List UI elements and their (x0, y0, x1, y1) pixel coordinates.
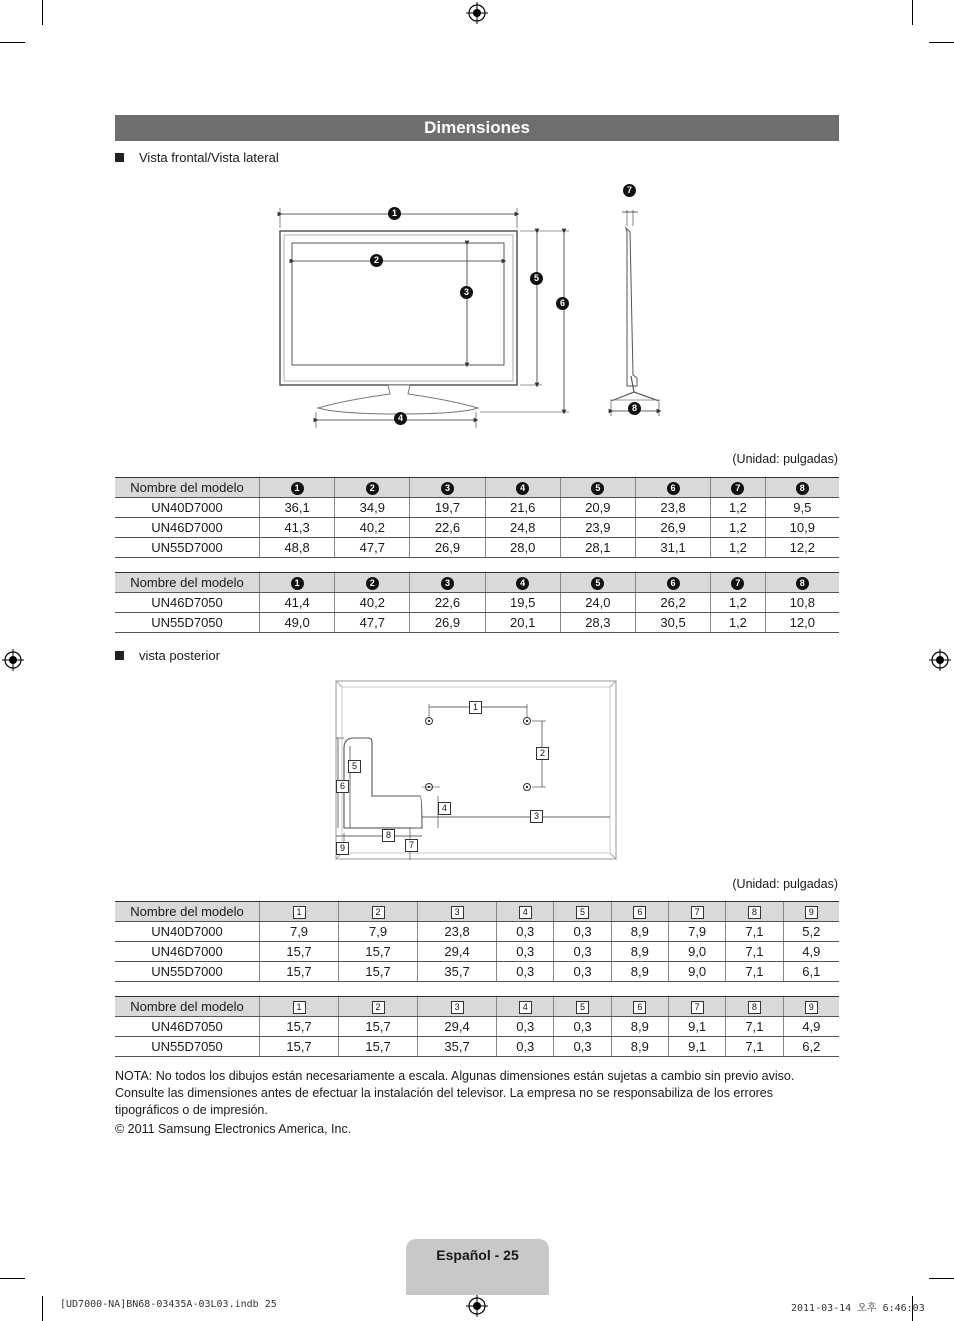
dimension-value-cell: 36,1 (260, 498, 335, 518)
dimension-value-cell: 47,7 (335, 613, 410, 633)
dimension-number-icon: 8 (748, 1001, 761, 1014)
dimension-value-cell: 5,2 (783, 922, 839, 942)
dimension-number-icon: 8 (748, 906, 761, 919)
dimension-value-cell: 7,1 (726, 942, 783, 962)
dimension-number-icon: 2 (366, 482, 379, 495)
dimension-value-cell: 22,6 (410, 518, 485, 538)
dimension-number-icon: 5 (576, 906, 589, 919)
dimension-value-cell: 24,8 (485, 518, 560, 538)
column-header-model: Nombre del modelo (115, 478, 260, 498)
dimension-number-icon: 7 (691, 906, 704, 919)
registration-mark-icon (466, 1295, 488, 1317)
dimension-value-cell: 1,2 (711, 518, 766, 538)
section-heading-front: Vista frontal/Vista lateral (115, 150, 279, 166)
column-header-dimension (485, 573, 560, 593)
rear-dimension-callout: 3 (530, 810, 543, 823)
print-slug-left: [UD7000-NA]BN68-03435A-03L03.indb 25 (60, 1299, 277, 1310)
dimension-callout: 8 (628, 402, 641, 415)
dimension-value-cell: 7,1 (726, 1037, 783, 1057)
column-header-dimension (497, 997, 554, 1017)
crop-mark (929, 42, 954, 43)
dimension-value-cell: 23,8 (635, 498, 710, 518)
column-header-dimension (497, 902, 554, 922)
dimension-value-cell: 0,3 (554, 922, 611, 942)
dimension-value-cell: 48,8 (260, 538, 335, 558)
note-text: : No todos los dibujos están necesariamente a escala. Algunas dimensiones están sujetas a cambio sin previo aviso. Consulte las dimensiones antes de efectuar la instalación del televisor. La empresa no se responsabiliza de los errores tipográficos o de impresión. (115, 1069, 795, 1117)
dimension-number-icon: 3 (441, 577, 454, 590)
dimension-value-cell: 15,7 (260, 1037, 339, 1057)
dimension-value-cell: 0,3 (497, 1017, 554, 1037)
model-name-cell: UN46D7050 (115, 1017, 260, 1037)
dimension-callout: 2 (370, 254, 383, 267)
print-slug-right: 2011-03-14 오후 6:46:03 (791, 1303, 925, 1314)
column-header-dimension (554, 902, 611, 922)
column-header-dimension (260, 902, 339, 922)
dimension-value-cell: 23,8 (418, 922, 497, 942)
dimension-value-cell: 15,7 (339, 1017, 418, 1037)
dimension-value-cell: 8,9 (611, 942, 668, 962)
dimension-value-cell: 1,2 (711, 538, 766, 558)
note-label: NOTA (115, 1069, 149, 1083)
column-header-dimension (783, 902, 839, 922)
registration-mark-icon (466, 2, 488, 24)
dimension-value-cell: 6,2 (783, 1037, 839, 1057)
dimension-value-cell: 9,0 (668, 962, 725, 982)
column-header-dimension (260, 478, 335, 498)
dimension-value-cell: 19,7 (410, 498, 485, 518)
dimension-value-cell: 41,4 (260, 593, 335, 613)
crop-mark (929, 1278, 954, 1279)
dimension-callout: 7 (623, 184, 636, 197)
crop-mark (912, 0, 913, 25)
column-header-dimension (260, 997, 339, 1017)
table-row (115, 593, 839, 613)
model-name-cell: UN55D7000 (115, 538, 260, 558)
dimension-number-icon: 8 (796, 482, 809, 495)
dimension-value-cell: 15,7 (260, 942, 339, 962)
dimension-number-icon: 8 (796, 577, 809, 590)
table-header-row (115, 902, 839, 922)
front-dimensions-table-2 (115, 572, 839, 633)
column-header-dimension (560, 478, 635, 498)
dimension-value-cell: 7,9 (668, 922, 725, 942)
model-name-cell: UN55D7050 (115, 1037, 260, 1057)
copyright: © 2011 Samsung Electronics America, Inc. (115, 1122, 352, 1136)
dimension-number-icon: 4 (516, 577, 529, 590)
dimension-value-cell: 8,9 (611, 962, 668, 982)
dimension-callout: 4 (394, 412, 407, 425)
dimension-value-cell: 8,9 (611, 1017, 668, 1037)
column-header-dimension (410, 478, 485, 498)
dimension-value-cell: 10,9 (765, 518, 839, 538)
dimension-number-icon: 4 (516, 482, 529, 495)
table-header-row (115, 997, 839, 1017)
dimension-value-cell: 12,0 (765, 613, 839, 633)
model-name-cell: UN55D7050 (115, 613, 260, 633)
dimension-number-icon: 1 (291, 482, 304, 495)
dimension-number-icon: 6 (667, 482, 680, 495)
rear-dimension-callout: 4 (438, 802, 451, 815)
dimension-value-cell: 7,1 (726, 1017, 783, 1037)
dimension-value-cell: 0,3 (497, 922, 554, 942)
dimension-value-cell: 49,0 (260, 613, 335, 633)
dimension-number-icon: 2 (366, 577, 379, 590)
front-dimensions-table-1 (115, 477, 839, 558)
column-header-dimension (560, 573, 635, 593)
column-header-dimension (668, 997, 725, 1017)
dimension-value-cell: 35,7 (418, 1037, 497, 1057)
column-header-dimension (554, 997, 611, 1017)
dimension-value-cell: 0,3 (554, 1037, 611, 1057)
square-bullet-icon (115, 651, 124, 660)
table-row (115, 538, 839, 558)
column-header-dimension (783, 997, 839, 1017)
column-header-dimension (339, 902, 418, 922)
model-name-cell: UN46D7000 (115, 518, 260, 538)
dimension-value-cell: 34,9 (335, 498, 410, 518)
dimension-value-cell: 22,6 (410, 593, 485, 613)
column-header-dimension (635, 478, 710, 498)
model-name-cell: UN46D7050 (115, 593, 260, 613)
rear-dimension-callout: 7 (405, 839, 418, 852)
dimension-value-cell: 28,0 (485, 538, 560, 558)
dimension-value-cell: 1,2 (711, 593, 766, 613)
dimension-value-cell: 9,0 (668, 942, 725, 962)
dimension-value-cell: 9,5 (765, 498, 839, 518)
dimension-value-cell: 20,1 (485, 613, 560, 633)
table-row (115, 962, 839, 982)
rear-dimension-callout: 5 (348, 760, 361, 773)
dimension-number-icon: 6 (633, 1001, 646, 1014)
crop-mark (42, 1296, 43, 1321)
dimension-number-icon: 2 (372, 906, 385, 919)
dimension-value-cell: 4,9 (783, 1017, 839, 1037)
crop-mark (0, 1278, 25, 1279)
dimension-value-cell: 8,9 (611, 1037, 668, 1057)
dimension-number-icon: 1 (291, 577, 304, 590)
dimension-value-cell: 29,4 (418, 1017, 497, 1037)
column-header-dimension (668, 902, 725, 922)
column-header-dimension (410, 573, 485, 593)
dimension-number-icon: 3 (451, 906, 464, 919)
dimension-value-cell: 7,9 (260, 922, 339, 942)
dimension-value-cell: 31,1 (635, 538, 710, 558)
rear-dimensions-table-2 (115, 996, 839, 1057)
table-row (115, 518, 839, 538)
registration-mark-icon (929, 649, 951, 671)
section-heading-rear: vista posterior (115, 648, 220, 664)
column-header-model: Nombre del modelo (115, 902, 260, 922)
dimension-value-cell: 24,0 (560, 593, 635, 613)
table-row (115, 942, 839, 962)
page-title: Dimensiones (115, 115, 839, 141)
dimension-value-cell: 28,1 (560, 538, 635, 558)
rear-dimension-callout: 6 (336, 780, 349, 793)
model-name-cell: UN40D7000 (115, 498, 260, 518)
table-row (115, 498, 839, 518)
dimension-value-cell: 35,7 (418, 962, 497, 982)
column-header-dimension (418, 997, 497, 1017)
dimension-number-icon: 5 (591, 482, 604, 495)
dimension-value-cell: 7,1 (726, 962, 783, 982)
dimension-value-cell: 26,2 (635, 593, 710, 613)
column-header-dimension (418, 902, 497, 922)
note-paragraph (115, 1068, 839, 1119)
dimension-value-cell: 15,7 (339, 962, 418, 982)
table-row (115, 922, 839, 942)
dimension-number-icon: 3 (441, 482, 454, 495)
dimension-value-cell: 20,9 (560, 498, 635, 518)
dimension-value-cell: 0,3 (554, 1017, 611, 1037)
table-header-row (115, 478, 839, 498)
dimension-number-icon: 9 (805, 906, 818, 919)
column-header-dimension (260, 573, 335, 593)
dimension-number-icon: 6 (633, 906, 646, 919)
dimension-number-icon: 1 (293, 906, 306, 919)
dimension-value-cell: 9,1 (668, 1017, 725, 1037)
dimension-value-cell: 0,3 (554, 942, 611, 962)
dimension-number-icon: 5 (591, 577, 604, 590)
column-header-model: Nombre del modelo (115, 573, 260, 593)
column-header-dimension (485, 478, 560, 498)
dimension-value-cell: 9,1 (668, 1037, 725, 1057)
table-row (115, 613, 839, 633)
column-header-dimension (726, 902, 783, 922)
dimension-value-cell: 15,7 (339, 942, 418, 962)
rear-dimension-callout: 1 (469, 701, 482, 714)
dimension-value-cell: 0,3 (497, 962, 554, 982)
column-header-dimension (339, 997, 418, 1017)
dimension-value-cell: 1,2 (711, 498, 766, 518)
unit-note: (Unidad: pulgadas) (732, 452, 838, 466)
dimension-value-cell: 40,2 (335, 593, 410, 613)
dimension-callout: 1 (388, 207, 401, 220)
front-side-view-diagram (270, 180, 670, 430)
dimension-number-icon: 5 (576, 1001, 589, 1014)
column-header-dimension (635, 573, 710, 593)
dimension-value-cell: 23,9 (560, 518, 635, 538)
dimension-number-icon: 7 (731, 482, 744, 495)
dimension-value-cell: 21,6 (485, 498, 560, 518)
dimension-number-icon: 4 (519, 906, 532, 919)
rear-dimension-callout: 8 (382, 829, 395, 842)
dimension-value-cell: 41,3 (260, 518, 335, 538)
rear-dimensions-table-1 (115, 901, 839, 982)
registration-mark-icon (2, 649, 24, 671)
dimension-value-cell: 10,8 (765, 593, 839, 613)
dimension-value-cell: 7,9 (339, 922, 418, 942)
dimension-value-cell: 40,2 (335, 518, 410, 538)
table-row (115, 1017, 839, 1037)
dimension-value-cell: 47,7 (335, 538, 410, 558)
dimension-value-cell: 15,7 (260, 1017, 339, 1037)
dimension-value-cell: 8,9 (611, 922, 668, 942)
column-header-dimension (611, 902, 668, 922)
dimension-number-icon: 4 (519, 1001, 532, 1014)
dimension-value-cell: 30,5 (635, 613, 710, 633)
crop-mark (0, 42, 25, 43)
table-row (115, 1037, 839, 1057)
dimension-value-cell: 26,9 (410, 538, 485, 558)
rear-dimension-callout: 9 (336, 842, 349, 855)
dimension-number-icon: 6 (667, 577, 680, 590)
column-header-dimension (611, 997, 668, 1017)
dimension-number-icon: 2 (372, 1001, 385, 1014)
dimension-value-cell: 0,3 (554, 962, 611, 982)
square-bullet-icon (115, 153, 124, 162)
dimension-value-cell: 15,7 (339, 1037, 418, 1057)
dimension-value-cell: 15,7 (260, 962, 339, 982)
column-header-dimension (765, 573, 839, 593)
dimension-value-cell: 7,1 (726, 922, 783, 942)
dimension-value-cell: 19,5 (485, 593, 560, 613)
dimension-value-cell: 29,4 (418, 942, 497, 962)
unit-note: (Unidad: pulgadas) (732, 877, 838, 891)
column-header-dimension (765, 478, 839, 498)
dimension-callout: 3 (460, 286, 473, 299)
model-name-cell: UN40D7000 (115, 922, 260, 942)
dimension-number-icon: 7 (731, 577, 744, 590)
dimension-value-cell: 26,9 (635, 518, 710, 538)
dimension-number-icon: 3 (451, 1001, 464, 1014)
table-header-row (115, 573, 839, 593)
dimension-callout: 6 (556, 297, 569, 310)
dimension-number-icon: 1 (293, 1001, 306, 1014)
rear-dimension-callout: 2 (536, 747, 549, 760)
column-header-dimension (711, 478, 766, 498)
page-number-tab: Español - 25 (406, 1239, 549, 1295)
dimension-value-cell: 0,3 (497, 942, 554, 962)
column-header-dimension (335, 478, 410, 498)
dimension-number-icon: 7 (691, 1001, 704, 1014)
column-header-model: Nombre del modelo (115, 997, 260, 1017)
model-name-cell: UN55D7000 (115, 962, 260, 982)
dimension-number-icon: 9 (805, 1001, 818, 1014)
column-header-dimension (726, 997, 783, 1017)
dimension-value-cell: 0,3 (497, 1037, 554, 1057)
column-header-dimension (335, 573, 410, 593)
dimension-value-cell: 28,3 (560, 613, 635, 633)
column-header-dimension (711, 573, 766, 593)
model-name-cell: UN46D7000 (115, 942, 260, 962)
dimension-value-cell: 26,9 (410, 613, 485, 633)
dimension-callout: 5 (530, 272, 543, 285)
dimension-value-cell: 12,2 (765, 538, 839, 558)
crop-mark (42, 0, 43, 25)
dimension-value-cell: 1,2 (711, 613, 766, 633)
dimension-value-cell: 6,1 (783, 962, 839, 982)
dimension-value-cell: 4,9 (783, 942, 839, 962)
